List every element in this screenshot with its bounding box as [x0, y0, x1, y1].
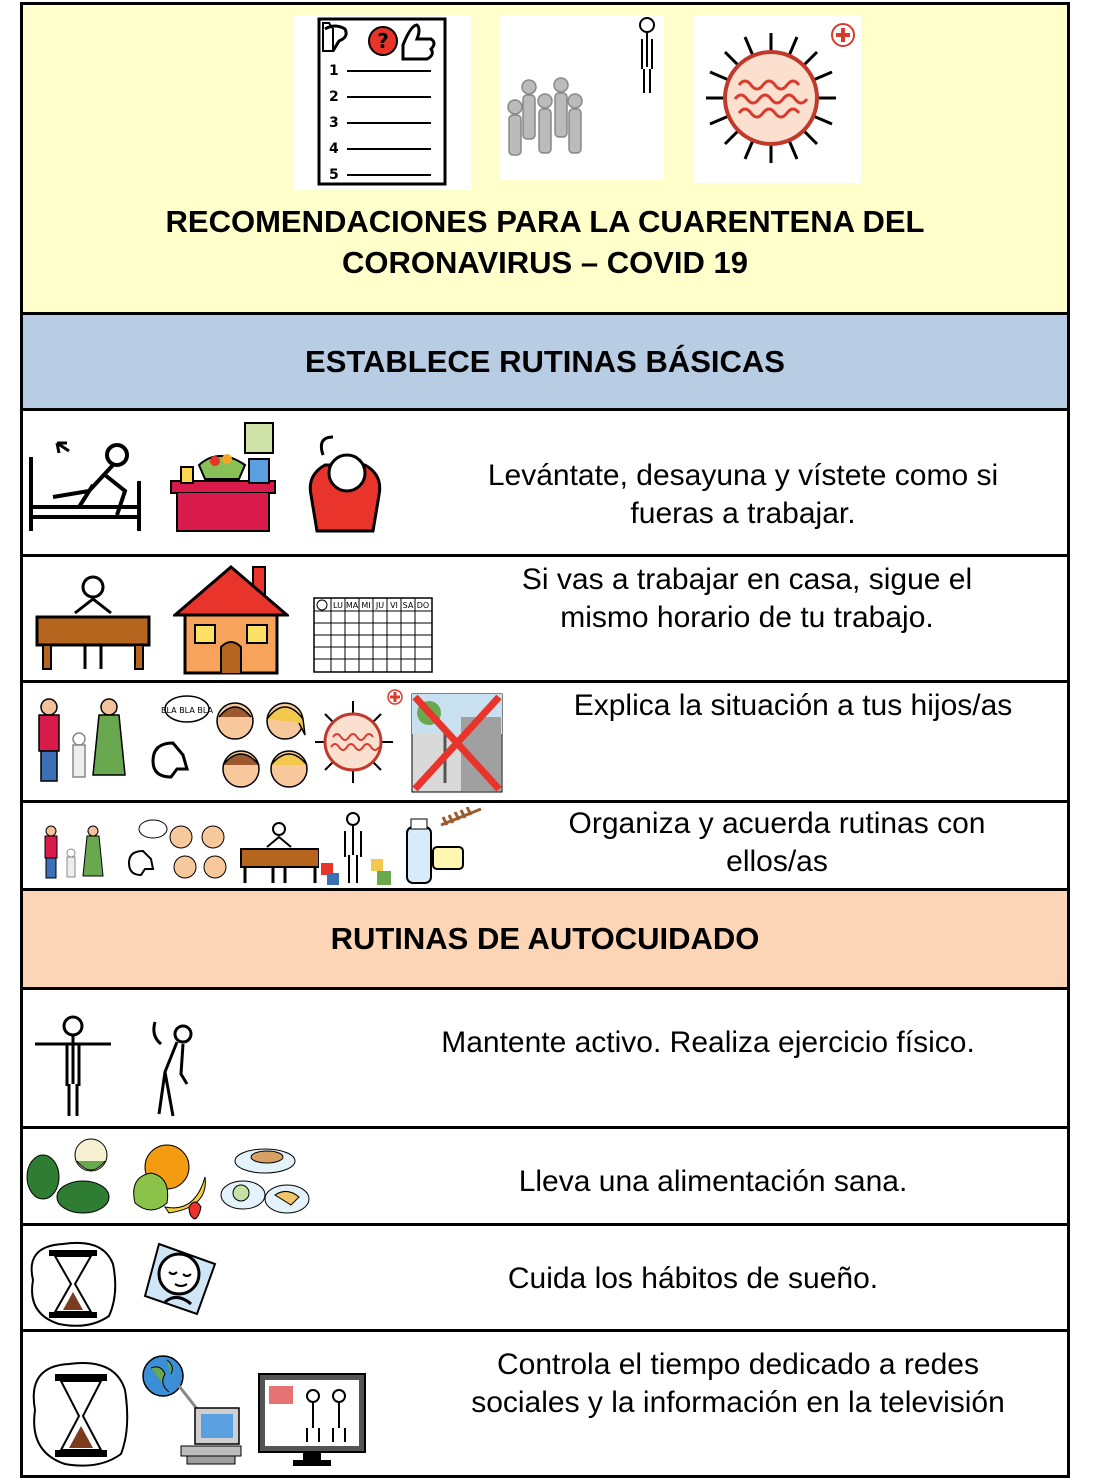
item-media — [23, 1332, 1067, 1481]
checklist-number: 4 — [329, 141, 339, 157]
recommendations-board — [20, 2, 1070, 1478]
schedule-day: DO — [416, 601, 430, 610]
talking-head-pictogram — [143, 695, 213, 781]
television-pictogram — [257, 1372, 367, 1470]
children-pictogram — [213, 693, 309, 793]
schedule-day: MA — [345, 601, 359, 610]
item-text: Organiza y acuerda rutinas con ellos/as — [568, 807, 986, 878]
play-pictogram — [319, 811, 397, 887]
item-explain — [23, 683, 1067, 803]
isolation-pictogram — [499, 15, 664, 180]
virus-small-pictogram — [313, 687, 405, 787]
item-text: Levántate, desayuna y vístete como si fueras a trabajar. — [487, 459, 999, 530]
dressing-pictogram — [301, 435, 389, 535]
exercise-pictogram — [33, 1014, 223, 1118]
item-food — [23, 1129, 1067, 1226]
schedule-pictogram — [313, 597, 433, 673]
bed-wake-pictogram — [29, 437, 144, 533]
item-text: Controla el tiempo dedicado a redes sociales y la información en la televisión — [471, 1348, 1005, 1419]
talking-children-pictogram — [123, 819, 231, 885]
checklist-number: 2 — [329, 89, 339, 105]
item-text: Mantente activo. Realiza ejercicio físico. — [441, 1026, 975, 1059]
item-text: Cuida los hábitos de sueño. — [507, 1262, 879, 1295]
family-pictogram — [29, 693, 133, 793]
schedule-day: JU — [375, 601, 385, 610]
item-text: Lleva una alimentación sana. — [518, 1165, 908, 1198]
vegetables-pictogram — [25, 1137, 121, 1221]
page-title: RECOMENDACIONES PARA LA CUARENTENA DEL CORONAVIRUS – COVID 19 — [165, 204, 925, 280]
item-organize — [23, 803, 1067, 891]
item-active — [23, 990, 1067, 1129]
hygiene-pictogram — [397, 807, 487, 887]
meals-pictogram — [219, 1139, 311, 1221]
speech-bubble-text: BLA BLA BLA — [161, 706, 213, 715]
sleeping-pictogram — [139, 1234, 221, 1320]
header — [23, 5, 1067, 315]
hourglass-pictogram — [27, 1240, 119, 1328]
section-title: RUTINAS DE AUTOCUIDADO — [330, 921, 760, 956]
item-sleep — [23, 1226, 1067, 1332]
desk-worker-pictogram — [35, 573, 153, 671]
desk-small-pictogram — [239, 821, 321, 885]
fruits-pictogram — [125, 1133, 215, 1221]
section-title: ESTABLECE RUTINAS BÁSICAS — [305, 343, 785, 379]
internet-computer-pictogram — [137, 1352, 249, 1470]
family-small-pictogram — [37, 823, 109, 885]
item-text: Explica la situación a tus hijos/as — [573, 689, 1013, 722]
house-pictogram — [173, 563, 289, 675]
item-text: Si vas a trabajar en casa, sigue el mismo horario de tu trabajo. — [521, 563, 973, 634]
checklist-number: 3 — [329, 115, 339, 131]
schedule-day: VI — [390, 601, 398, 610]
virus-pictogram — [693, 15, 861, 183]
section-self-care-routines — [23, 891, 1067, 990]
schedule-day: MI — [361, 601, 371, 610]
no-going-out-pictogram — [411, 693, 503, 793]
item-wake-up — [23, 411, 1067, 557]
checklist-number: 1 — [329, 63, 339, 79]
svg-text:?: ? — [377, 29, 389, 53]
hourglass-media-pictogram — [29, 1360, 131, 1470]
schedule-day: SA — [402, 601, 414, 610]
breakfast-pictogram — [169, 421, 279, 533]
schedule-day: LU — [333, 601, 343, 610]
section-basic-routines — [23, 315, 1067, 411]
checklist-number: 5 — [329, 167, 339, 183]
checklist-pictogram — [293, 15, 471, 190]
item-home-work — [23, 557, 1067, 683]
